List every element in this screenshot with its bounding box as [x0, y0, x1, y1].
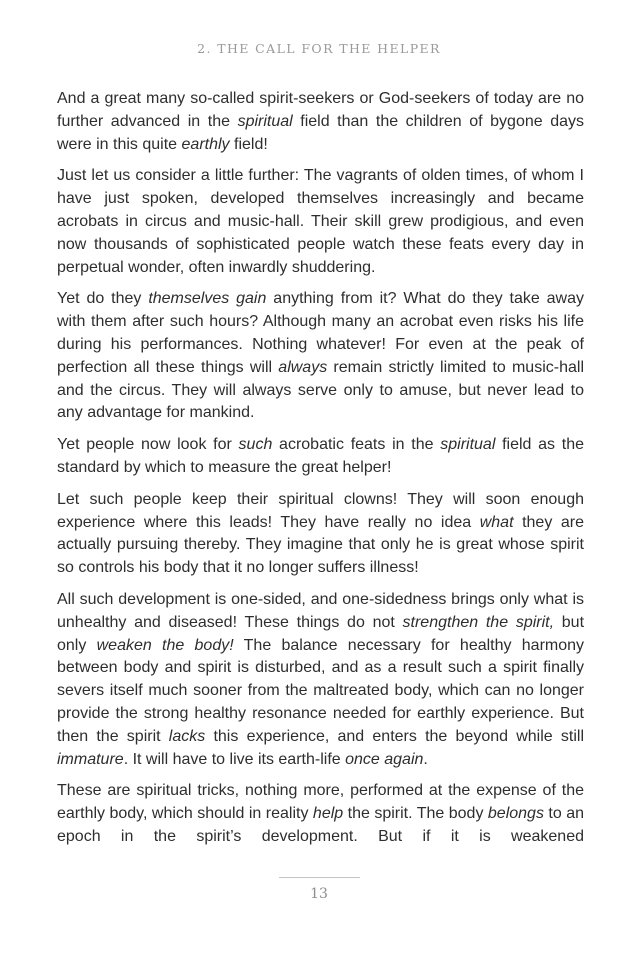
paragraph: [57, 489, 584, 580]
paragraph: [57, 88, 584, 156]
text-run: Yet do they: [57, 290, 149, 308]
paragraph: [57, 165, 584, 279]
paragraph: [57, 589, 584, 771]
text-run: The balance necessary for healthy harmony between body and spirit is disturbed, and as a result such a spirit finally severs itself much sooner from the maltreated body, which can no longer provide the strong healthy resonance needed for earthly experience. But then the spirit: [57, 636, 585, 745]
paragraph: [57, 780, 584, 848]
text-run: to an epoch in the spirit’s development. But if it is weakened: [57, 805, 585, 845]
folio-divider: [279, 877, 360, 878]
text-run: remain strictly limited to music-hall and the circus. They will always serve only to amuse, but never lead to any advantage for mankind.: [57, 358, 584, 422]
text-run: they are actually pursuing thereby. They imagine that only he is great whose spirit so controls his body that it no longer suffers illness!: [57, 513, 584, 577]
italic-text-run: themselves gain: [148, 290, 267, 308]
italic-text-run: strengthen the spirit,: [402, 613, 555, 631]
italic-text-run: earthly: [181, 135, 230, 153]
text-run: field than the children of bygone days were in this quite: [57, 112, 585, 153]
body-text: [57, 88, 584, 858]
text-run: field as the standard by which to measure the great helper!: [57, 436, 585, 476]
text-run: field!: [229, 135, 268, 153]
text-run: this experience, and enters the beyond while still: [205, 727, 585, 745]
text-run: These are spiritual tricks, nothing more, performed at the expense of the earthly body, which should in reality: [57, 782, 584, 823]
text-run: Yet people now look for: [57, 436, 239, 454]
italic-text-run: belongs: [487, 805, 544, 823]
paragraph: [57, 288, 584, 425]
italic-text-run: always: [278, 358, 328, 376]
text-run: but only: [57, 613, 585, 654]
running-header: 2. THE CALL FOR THE HELPER: [197, 41, 441, 56]
text-run: All such development is one-sided, and one-sidedness brings only what is unhealthy and diseased! These things do not: [57, 590, 584, 631]
text-run: And a great many so-called spirit-seekers or God-seekers of today are no further advanced in the: [57, 90, 584, 130]
italic-text-run: lacks: [168, 727, 206, 745]
italic-text-run: help: [312, 805, 344, 823]
italic-text-run: what: [479, 513, 514, 531]
italic-text-run: once again: [345, 750, 424, 768]
italic-text-run: spiritual: [440, 436, 496, 454]
text-run: anything from it? What do they take away with them after such hours? Although many an acrobat even risks his life during his performances. Nothing whatever! For even at the peak of perfection all these things will: [57, 290, 584, 376]
paragraph: [57, 434, 584, 480]
text-run: .: [423, 750, 428, 768]
text-run: . It will have to live its earth-life: [123, 750, 346, 768]
italic-text-run: immature: [57, 750, 124, 768]
text-run: Just let us consider a little further: The vagrants of olden times, of whom I have just spoken, developed themselves increasingly and became acrobats in circus and music-hall. Their skill grew prodigious, and even now thousands of sophisticated people watch these feats every day in perpetual wonder, often inwardly shuddering.: [57, 167, 584, 276]
italic-text-run: such: [238, 436, 273, 454]
text-run: Let such people keep their spiritual clowns! They will soon enough experience where this leads! They have really no idea: [57, 490, 584, 531]
italic-text-run: spiritual: [237, 112, 293, 130]
text-run: the spirit. The body: [343, 805, 488, 823]
page-number: 13: [310, 886, 328, 902]
italic-text-run: weaken the body!: [96, 636, 234, 654]
text-run: acrobatic feats in the: [272, 436, 441, 454]
